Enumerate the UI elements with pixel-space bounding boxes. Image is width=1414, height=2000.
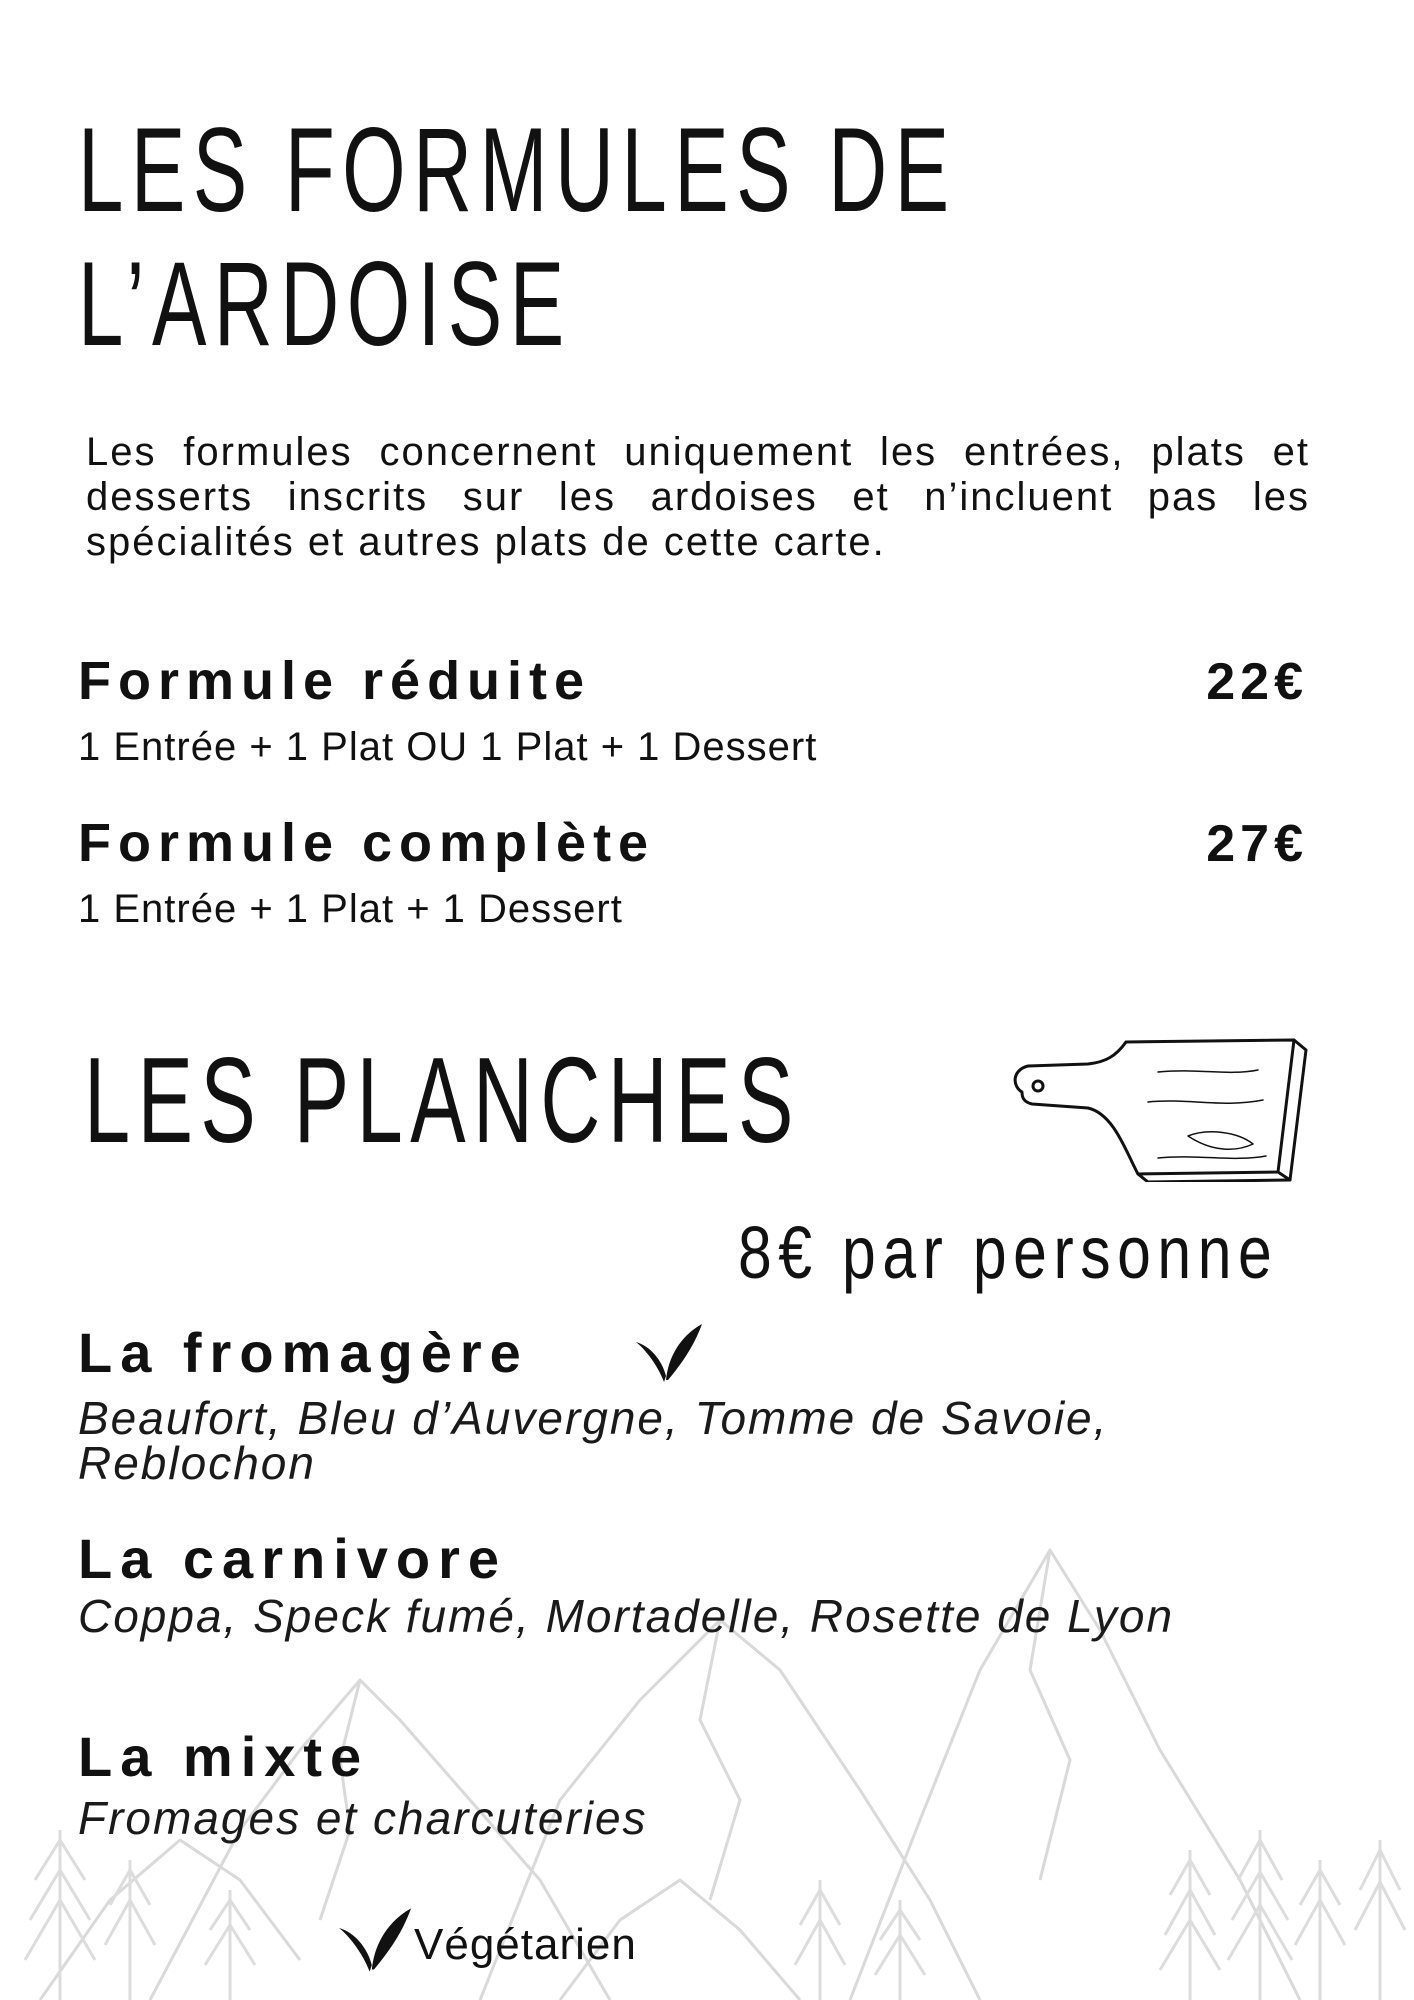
planche-name: La mixte [78, 1725, 370, 1788]
planches-price: 8€ par personne [738, 1211, 1279, 1294]
formule-description: 1 Entrée + 1 Plat + 1 Dessert [78, 887, 623, 931]
planche-description: Beaufort, Bleu d’Auvergne, Tomme de Savoie, Reblochon [78, 1392, 1109, 1489]
formule-description: 1 Entrée + 1 Plat OU 1 Plat + 1 Dessert [78, 725, 818, 769]
planche-name: La fromagère [78, 1321, 529, 1384]
cutting-board-icon [1008, 1032, 1308, 1182]
tree-line [25, 1830, 1405, 2000]
formule-name: Formule complète [78, 813, 656, 873]
formules-intro: Les formules concernent uniquement les entrées, plats et desserts inscrits sur les ardoises et n’incluent pas les spécialités et autres plats de cette carte. [86, 430, 1310, 564]
legend-vegetarian-label: Végétarien [414, 1920, 637, 1969]
formules-title-line-1: LES FORMULES DE [78, 103, 957, 237]
formule-price: 27€ [1206, 815, 1308, 873]
planche-description: Fromages et charcuteries [78, 1792, 648, 1844]
planche-name: La carnivore [78, 1527, 508, 1590]
formule-price: 22€ [1206, 653, 1308, 711]
planche-description: Coppa, Speck fumé, Mortadelle, Rosette de Lyon [78, 1590, 1175, 1642]
leaf-icon [630, 1320, 706, 1386]
leaf-icon [332, 1904, 416, 1976]
formule-name: Formule réduite [78, 651, 592, 711]
planches-title: LES PLANCHES [84, 1032, 801, 1168]
formules-title-line-2: L’ARDOISE [78, 237, 572, 371]
